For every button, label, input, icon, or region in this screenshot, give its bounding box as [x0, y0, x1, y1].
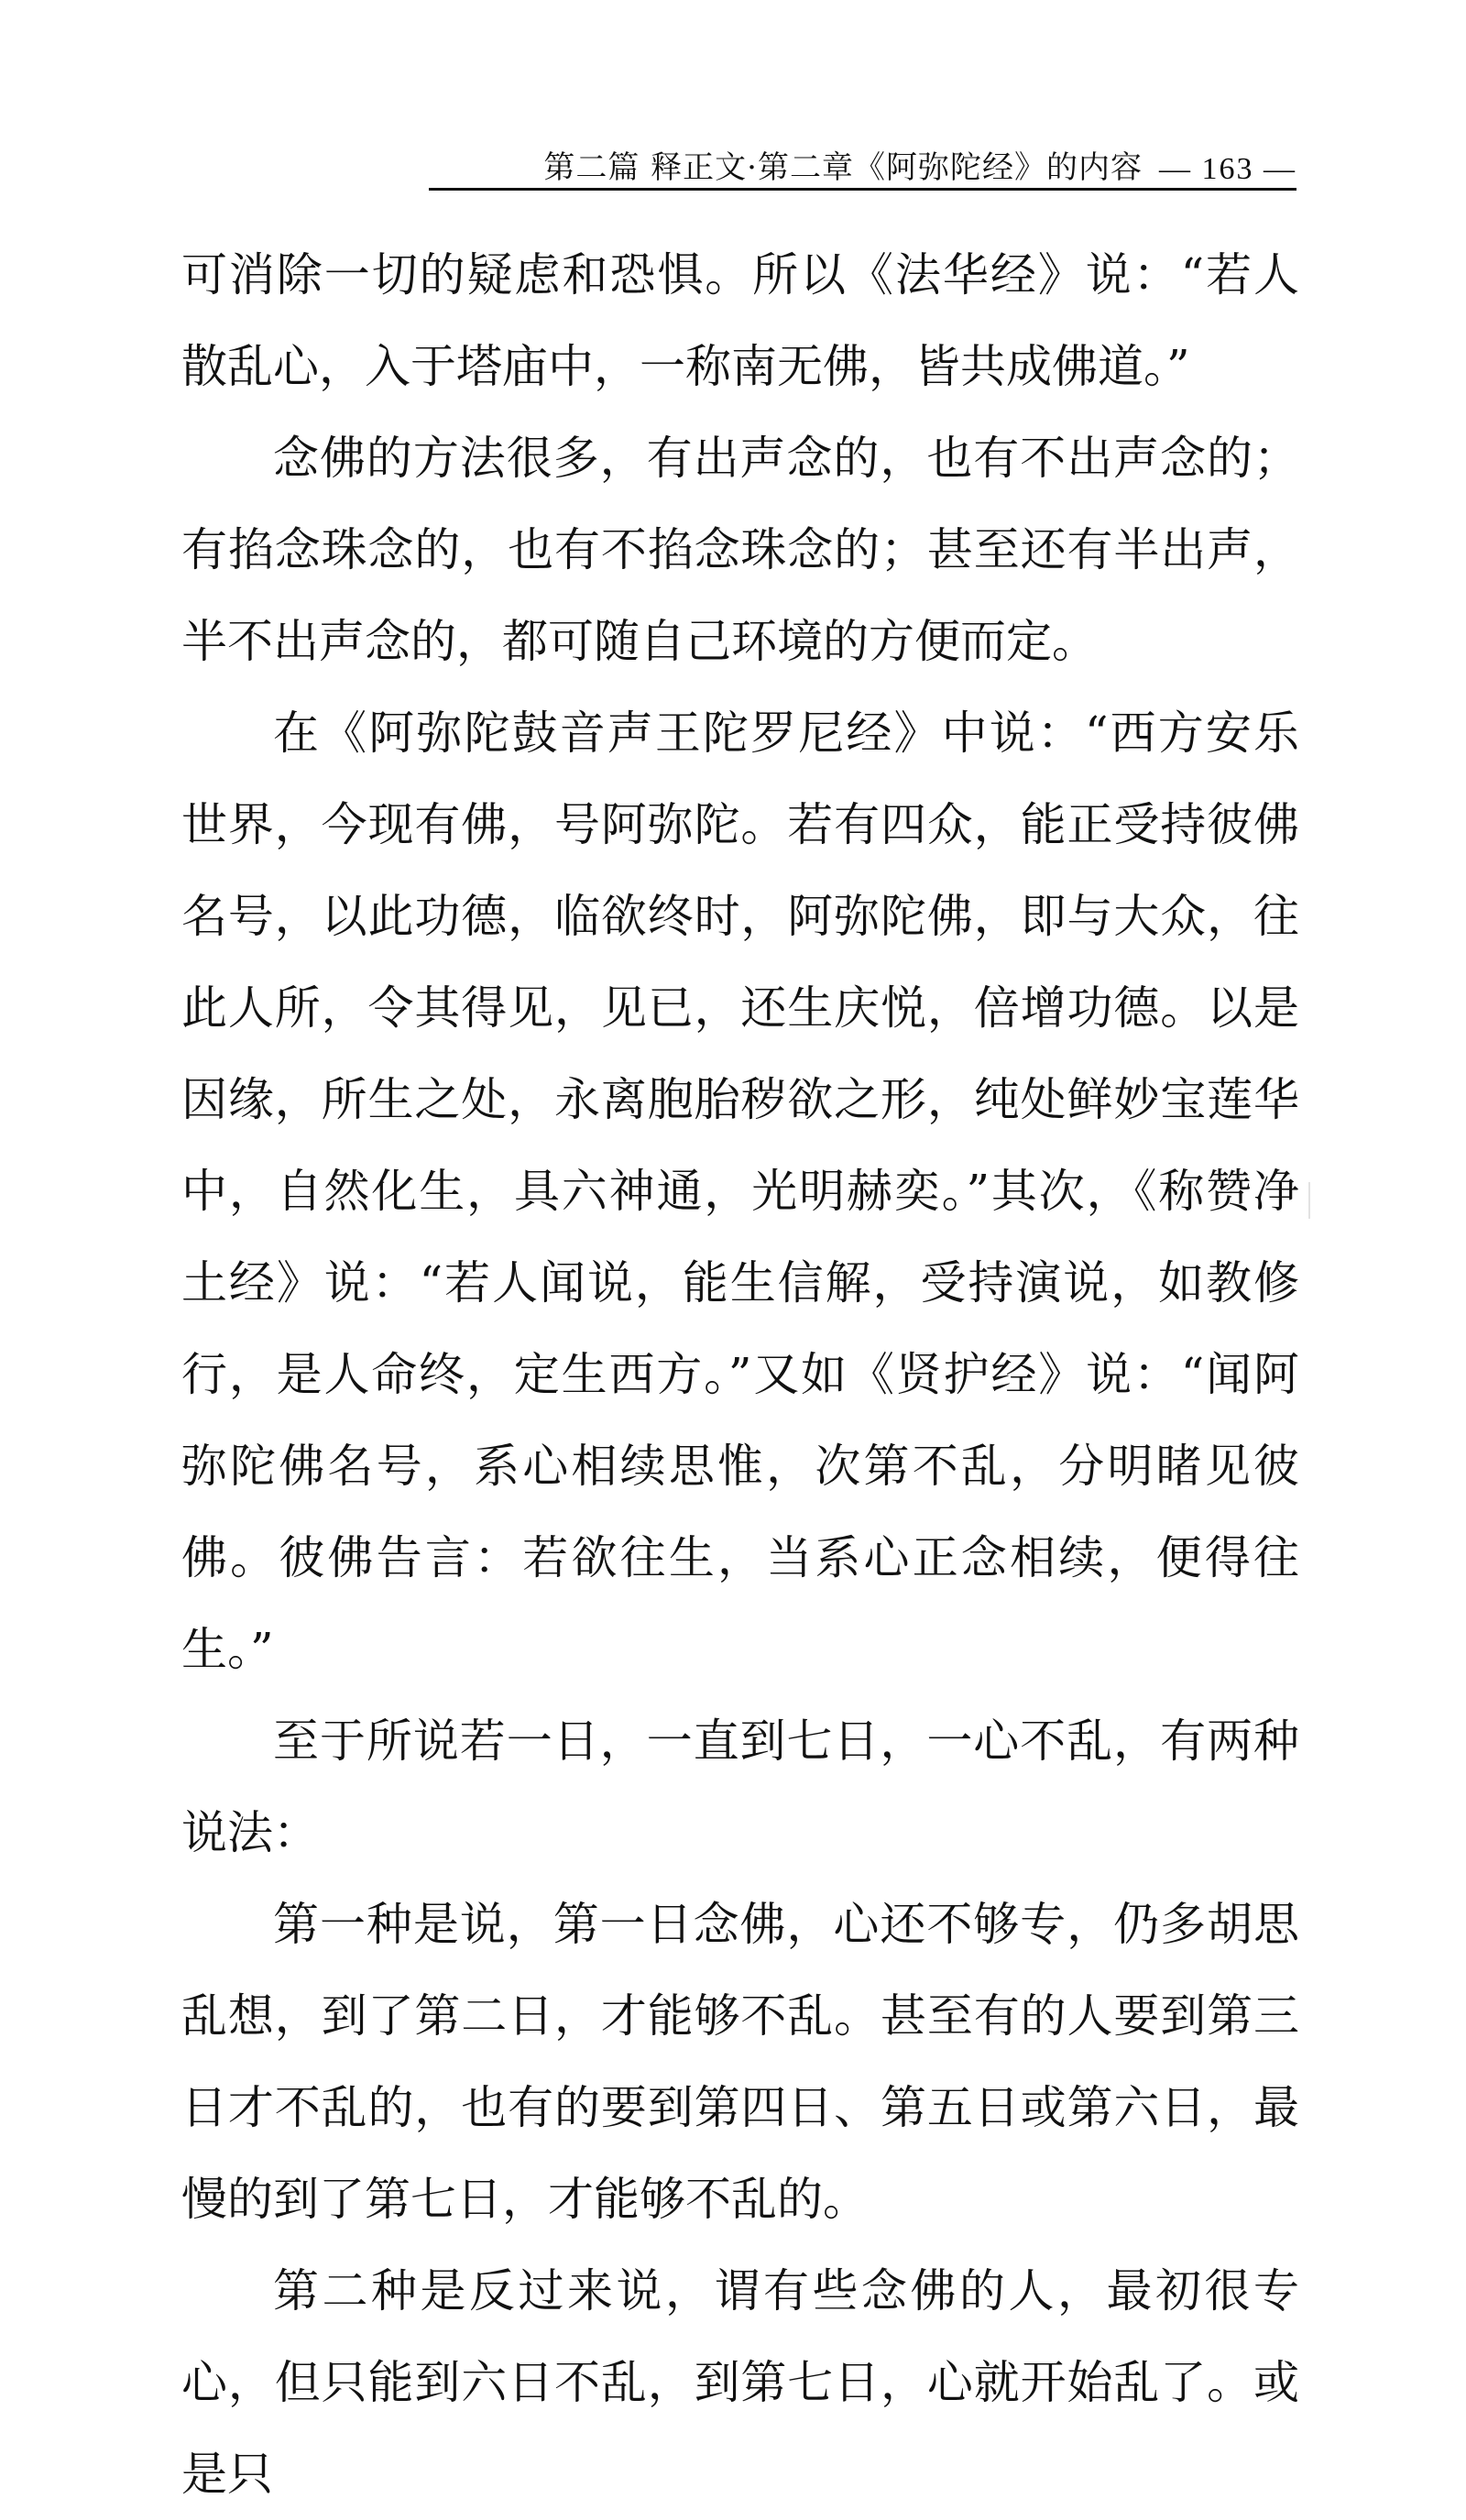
- body-text: [181, 229, 1299, 2520]
- page-number: — 163 —: [1159, 152, 1296, 186]
- running-header: [431, 136, 1296, 187]
- chapter-title: 第二篇 释正文·第二章《阿弥陀经》的内容: [543, 149, 1143, 186]
- paragraph-nianfo-methods: 念佛的方法很多，有出声念的，也有不出声念的；有掐念珠念的，也有不掐念珠念的；甚至还有半出声，半不出声念的，都可随自己环境的方便而定。: [181, 432, 1299, 668]
- paragraph-two-interpretations: 至于所说若一日，一直到七日，一心不乱，有两种说法：: [181, 1715, 1299, 1859]
- paragraph-second-interpretation: 第二种是反过来说，谓有些念佛的人，最初很专心，但只能到六日不乱，到第七日，心就开始乱了。或是只: [181, 2264, 1299, 2501]
- header-rule: [429, 188, 1296, 191]
- paragraph-sutra-quotes: 在《阿弥陀鼓音声王陀罗尼经》中说：“西方安乐世界，今现有佛，号阿弥陀。若有四众，能正受持彼佛名号，以此功德，临欲终时，阿弥陀佛，即与大众，往此人所，令其得见，见已，还生庆悦，倍增功德。以是因缘，所生之处，永离胞胎秽欲之形，纯处鲜妙宝莲华中，自然化生，具六神通，光明赫奕。”其次，《称赞净土经》说：“若人闻说，能生信解，受持演说，如教修行，是人命终，定生西方。”又如《贤护经》说：“闻阿弥陀佛名号，系心相续思惟，次第不乱，分明睹见彼佛。彼佛告言：若欲往生，当系心正念相续，便得往生。”: [181, 707, 1299, 1676]
- scan-artifact: [1308, 1182, 1310, 1219]
- paragraph-first-interpretation: 第一种是说，第一日念佛，心还不够专，仍多胡思乱想，到了第二日，才能够不乱。甚至有的人要到第三日才不乱的，也有的要到第四日、第五日或第六日，最慢的到了第七日，才能够不乱的。: [181, 1898, 1299, 2226]
- paragraph-continued: 可消除一切的疑虑和恐惧。所以《法华经》说：“若人散乱心，入于塔庙中，一称南无佛，皆共成佛道。”: [181, 248, 1299, 393]
